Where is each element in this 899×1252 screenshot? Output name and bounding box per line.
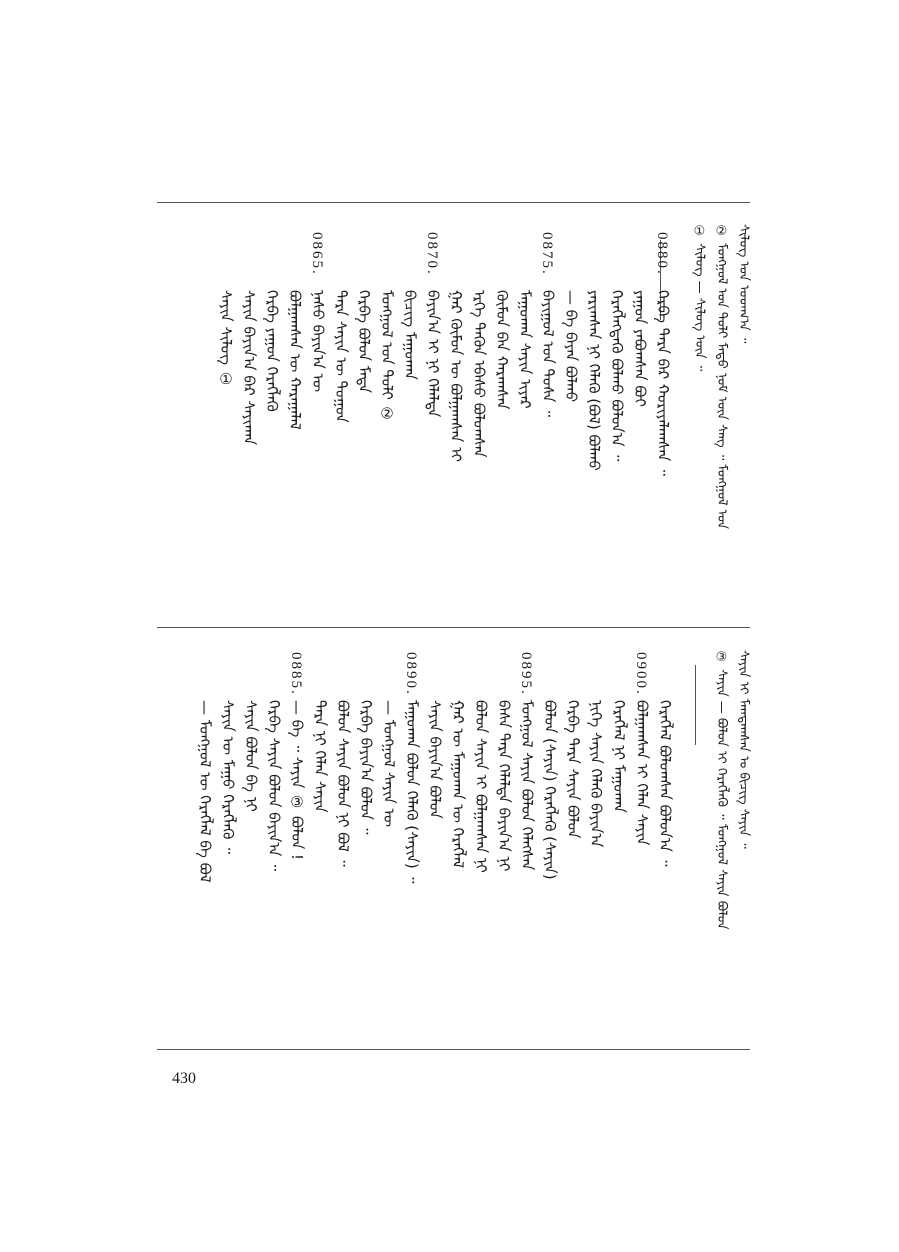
verse-line: ᠰᠠᠶᠢᠨ ᠪᠣᠯᠤᠨ ᠪᠠ ᠨᠢ (242, 700, 260, 812)
verse-line: ᠰᠠᠶᠢᠨ ᠦ ᠮᠠᠭᠤ ᠬᠡᠷᠡᠭᠯᠡᠬᠦ ᠃ (219, 700, 237, 855)
verse-line: — ᠮᠣᠩᠭᠣᠯ ᠦ ᠬᠡᠷᠡᠭᠯᠡᠯ ᠪᠠ ᠪᠣᠯ (196, 700, 214, 883)
lower-note-separator (695, 665, 696, 745)
verse-line: ᠬᠡᠷᠡᠭᠯᠡᠯ ᠪᠣᠯᠤᠭᠰᠠᠨ ᠪᠣᠯᠤᠨ᠎ᠠ ᠃ (656, 700, 674, 867)
verse-line: ᠲᠡᠷᠡ ᠨᠢ ᠬᠡᠯᠡᠨ ᠰᠠᠶᠢᠨ (311, 700, 329, 813)
verse-line: — ᠪᠠ ᠪᠠᠶᠠᠨ ᠪᠣᠯᠬᠤ (562, 290, 580, 403)
top-rule (157, 202, 750, 203)
verse-number: 0865. (309, 232, 325, 276)
verse-line: ᠮᠠᠭᠤᠬᠠᠨ ᠰᠠᠶᠢᠨ ᠢᠶᠡᠷ (516, 290, 534, 409)
verse-line: ᠨᠢᠭᠡ ᠰᠠᠶᠢᠨ ᠬᠡᠯᠡᠬᠦ ᠪᠠᠶᠢᠨ᠎ᠠ (587, 700, 605, 848)
verse-line: ᠬᠡᠷᠪᠡ ᠶᠠᠭᠤᠨ ᠬᠡᠷᠡᠭᠯᠡᠬᠦ (263, 290, 281, 412)
verse-number: 0880. (654, 232, 670, 276)
verse-line: ᠬᠡᠷᠪᠡ ᠲᠡᠷᠡ ᠪᠡᠷ ᠬᠤᠷᠢᠶᠠᠯᠠᠭᠰᠠᠨ ᠃ (654, 290, 672, 476)
verse-number: 0870. (424, 232, 440, 276)
verse-line: ᠪᠠᠶᠢᠭᠤᠯ ᠤᠨ ᠲᠤᠰᠠ ᠃ (539, 290, 557, 417)
verse-line: ᠬᠡᠷᠪᠡ ᠪᠠᠶᠢᠨ᠎ᠠ ᠪᠣᠯᠤᠨ ᠃ (357, 700, 375, 835)
footnote-line: ③ ᠰᠠᠶᠢᠨ — ᠪᠣᠯᠤᠨ ᠢ ᠬᠡᠷᠡᠭᠯᠡᠬᠦ ᠃ ᠮᠣᠩᠭᠣᠯ ᠰᠠᠶᠢᠨ ᠪᠣᠯᠤᠨ (714, 650, 729, 930)
verse-line: ᠶᠠᠭᠤᠨ ᠶᠠᠪᠤᠭᠰᠠᠨ ᠪᠤᠶ (631, 290, 649, 407)
verse-line: — ᠪᠡ ᠃ ᠰᠠᠶᠢᠨ ③ ᠪᠣᠯᠤᠨ ! (288, 700, 306, 861)
footnote-line: ① ᠰᠢᠯᠦᠭ — ᠰᠢᠯᠦᠭ ᠦᠨ ᠃ (692, 224, 707, 372)
verse-line: ᠡᠷᠬᠡ ᠲᠡᠭᠦᠨ ᠡᠪᠡᠰᠦ ᠪᠣᠯᠤᠭᠰᠠᠨ (470, 290, 488, 458)
verse-line: ᠪᠠᠶᠢᠨ᠎ᠠ ᠢ ᠨᠢ ᠬᠡᠯᠡᠯᠲᠡ (424, 290, 442, 418)
verse-line: ᠬᠡᠷᠪᠡ ᠪᠣᠯᠤᠨ ᠮᠠᠳᠠ (355, 290, 373, 394)
verse-line: ᠪᠣᠯᠤᠨ (ᠰᠠᠶᠢᠨ) ᠬᠡᠷᠡᠭᠯᠡᠬᠦ (ᠰᠠᠶᠢᠨ) (541, 700, 559, 880)
verse-line: ᠰᠠᠶᠢᠨ ᠰᠢᠯᠦᠭ ① (217, 290, 235, 388)
verse-number: 0895. (518, 652, 534, 696)
verse-line: ᠬᠦᠮᠦᠨ ᠪᠡᠨ ᠬᠠᠷᠠᠭᠰᠠᠨ (493, 290, 511, 410)
verse-line: ᠬᠡᠷᠪᠡ ᠰᠠᠶᠢᠨ ᠪᠣᠯᠤᠨ ᠪᠠᠶᠢᠨ᠎ᠠ ᠃ (265, 700, 283, 872)
verse-line: ᠮᠣᠩᠭᠣᠯ ᠰᠠᠶᠢᠨ ᠪᠣᠯᠤᠨ ᠬᠡᠯᠡᠭᠰᠡᠨ (518, 700, 536, 871)
verse-line: ᠲᠡᠷᠡ ᠰᠠᠶᠢᠨ ᠦ ᠲᠣᠭᠣᠨ (332, 290, 350, 423)
verse-line: ᠭᠠᠷ ᠬᠦᠮᠦᠨ ᠦ ᠪᠣᠯᠭᠠᠭᠰᠠᠨ ᠢ (447, 290, 465, 462)
verse-line: ᠮᠣᠩᠭᠣᠯ ᠤᠨ ᠲᠣᠯᠢ ② (378, 290, 396, 423)
page-number: 430 (172, 1070, 196, 1087)
verse-number: 0885. (288, 652, 304, 696)
footnote-line: ᠰᠢᠯᠦᠭ ᠤᠨ ᠤᠳᠬ᠎ᠠ ᠃ (736, 224, 751, 344)
verse-line: ᠮᠠᠭᠤᠬᠠᠨ ᠪᠣᠯᠤᠨ ᠬᠡᠯᠡᠬᠦ (ᠰᠠᠶᠢᠨ) ᠃ (403, 700, 421, 884)
verse-line: ᠪᠣᠯᠭᠠᠭᠰᠠᠨ ᠢ ᠬᠡᠯᠡᠨ ᠰᠠᠶᠢᠨ (633, 700, 651, 846)
verse-line: ᠪᠢᠴᠢᠭ᠌ ᠮᠠᠭᠤᠬᠠᠨ (401, 290, 419, 380)
verse-number: 0890. (403, 652, 419, 696)
footnote-line: ᠰᠠᠶᠢᠨ ᠢ ᠮᠠᠭᠳᠠᠭᠰᠠᠨ ᠤ ᠪᠢᠴᠢᠭ᠌ ᠰᠠᠶᠢᠨ ᠃ (736, 650, 751, 849)
verse-line: ᠨᠠᠰᠤ ᠪᠠᠶᠢᠨ᠎ᠠ ᠦ (309, 290, 327, 393)
verse-line: ᠶᠠᠷᠢᠭᠰᠠᠨ ᠨᠢ ᠬᠡᠯᠡᠬᠦ (ᠪᠣᠯ) ᠪᠣᠯᠬᠤ (585, 290, 603, 471)
verse-line: ᠪᠣᠯᠭᠠᠭᠰᠠᠨ ᠦ ᠬᠠᠷᠠᠭᠠᠯᠠᠯ (286, 290, 304, 430)
verse-line: ᠬᠡᠷᠡᠭᠯᠡᠯ ᠨᠢ ᠮᠠᠭᠤᠬᠠᠨ (610, 700, 628, 813)
verse-line: ᠬᠡᠷᠡᠭᠯᠡᠭᠳᠡᠬᠦ ᠪᠣᠯᠬᠤ ᠪᠣᠯᠤᠨ᠎ᠠ ᠃ (608, 290, 626, 462)
verse-line: ᠪᠣᠯᠤᠨ ᠰᠠᠶᠢᠨ ᠪᠣᠯᠤᠨ ᠨᠢ ᠪᠣᠯ ᠃ (334, 700, 352, 867)
verse-line: ᠭᠠᠷ ᠦ ᠮᠠᠭᠤᠬᠠᠨ ᠦ ᠬᠡᠷᠡᠭᠯᠡᠯ (449, 700, 467, 869)
verse-line: ᠪᠣᠯᠤᠨ ᠰᠠᠶᠢᠨ ᠢ ᠪᠣᠯᠭᠠᠭᠰᠠᠨ ᠨᠢ (472, 700, 490, 873)
verse-line: — ᠮᠣᠩᠭᠣᠯ ᠰᠠᠶᠢᠨ ᠦ (380, 700, 398, 827)
footnote-line: ② ᠮᠣᠩᠭᠣᠯ ᠤᠨ ᠲᠣᠯᠢ ᠮᠡᠲᠦ ᠨᠣᠮ ᠦᠨ ᠰᠠᠩ ᠃ ᠮᠣᠩᠭᠣᠯ ᠤᠨ (714, 224, 729, 530)
verse-line: ᠰᠠᠶᠢᠨ ᠪᠠᠶᠢᠨ᠎ᠠ ᠪᠣᠯᠤᠨ (426, 700, 444, 819)
verse-line: ᠰᠠᠶᠢᠨ ᠪᠠᠶᠢᠨ᠎ᠠ ᠪᠠᠷ ᠰᠠᠶᠢᠬᠠᠨ (240, 290, 258, 446)
verse-line: ᠬᠡᠷᠪᠡ ᠲᠡᠷᠡ ᠰᠠᠶᠢᠨ ᠪᠣᠯᠤᠨ (564, 700, 582, 839)
verse-line: ᠪᠠᠰᠠ ᠲᠡᠷᠡ ᠬᠡᠯᠡᠯᠲᠡ ᠪᠠᠶᠢᠨ᠎ᠠ ᠨᠢ (495, 700, 513, 872)
middle-rule (157, 627, 750, 628)
verse-number: 0900. (633, 652, 649, 696)
bottom-rule (157, 1049, 750, 1050)
verse-number: 0875. (539, 232, 555, 276)
